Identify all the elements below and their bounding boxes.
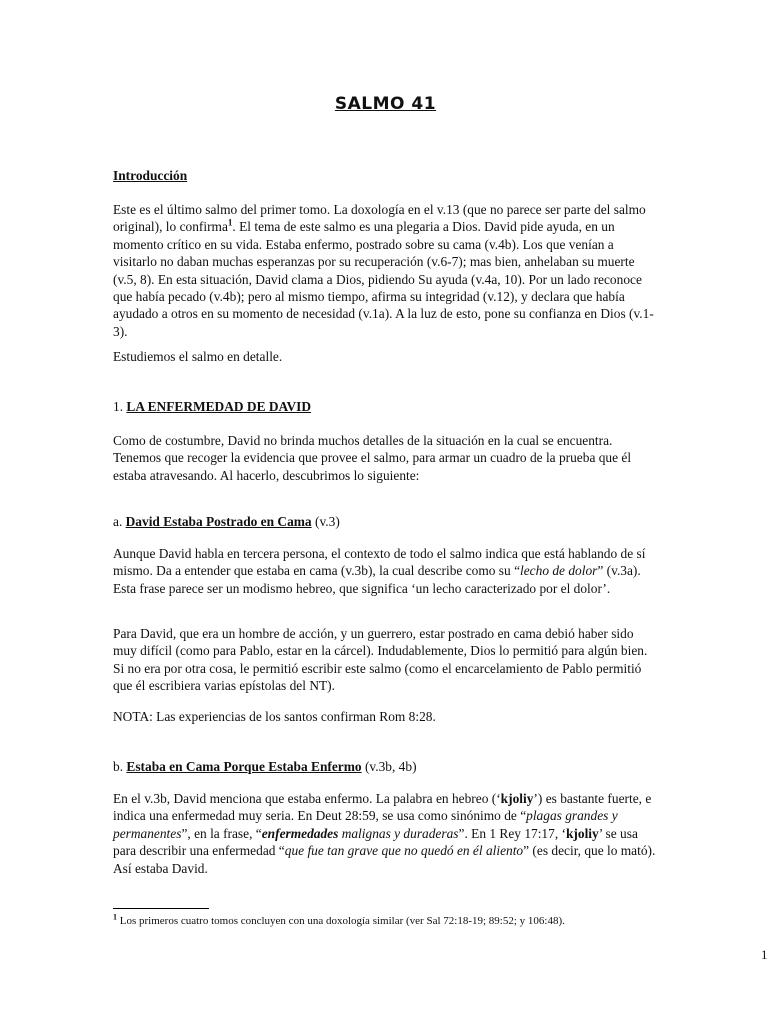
sub-b-italic-1: plagas grandes y permanentes	[113, 808, 618, 841]
sub-b-hebrew-word-1: kjoliy	[500, 791, 534, 806]
sub-b-text-5: ”, en la frase, “	[181, 825, 262, 841]
sub-a-p1-text-b: ” (v.3a). Esta frase parece ser un modismo hebreo, que significa ‘un lecho caracterizado por el dolor’.	[113, 563, 641, 596]
sub-b-text-12: ” (es decir, que lo mató). Así estaba David.	[113, 843, 656, 876]
sub-b-text-10: ’ se usa para describir una enfermedad “	[113, 825, 638, 859]
sub-b-hebrew-word-2: kjoliy	[565, 825, 599, 841]
footnote-divider	[113, 908, 209, 909]
subsection-b-letter: b.	[113, 759, 127, 774]
subsection-b-paragraph	[113, 790, 658, 877]
sub-b-italic-2: malignas y duraderas	[338, 825, 459, 841]
subsection-a-letter: a.	[113, 514, 126, 529]
intro-heading	[113, 167, 658, 184]
intro-paragraph-1	[113, 201, 658, 340]
footnote-reference: 1	[227, 217, 233, 228]
footnote-marker: 1	[113, 912, 117, 922]
intro-p1-text-b: . El tema de este salmo es una plegaria a Dios. David pide ayuda, en un momento crítico en su vida. Estaba enfermo, postrado sobre su cama (v.4b). Los que venían a visitarlo no daban muchas esperanzas por su recuperación (v.6-7); mas bien, anhelaban su muerte (v.5, 8). En esta situación, David clama a Dios, pidiendo Su ayuda (v.4a, 10). Por un lado reconoce que había pecado (v.4b); pero al mismo tiempo, afirma su integridad (v.12), y declara que había ayudado a otros en su momento de necesidad (v.1a). A la luz de esto, pone su confianza en Dios (v.1-3).	[113, 219, 654, 339]
subsection-a-heading	[113, 513, 658, 530]
sub-b-text-3: ’) es bastante fuerte, e indica una enfermedad muy seria. En Deut 28:59, se usa como sinónimo de “	[113, 791, 652, 824]
subsection-b-heading	[113, 758, 658, 775]
subsection-b-ref: (v.3b, 4b)	[361, 759, 417, 774]
subsection-a-note: NOTA: Las experiencias de los santos confirman Rom 8:28.	[113, 709, 436, 724]
intro-p1-text-a: Este es el último salmo del primer tomo. La doxología en el v.13 (que no parece ser parte del salmo original), lo confirma	[113, 202, 646, 235]
subsection-a-title: David Estaba Postrado en Cama	[125, 514, 312, 529]
sub-b-italic-3: que fue tan grave que no quedó en él aliento	[284, 843, 524, 859]
sub-b-text-1: En el v.3b, David menciona que estaba enfermo. La palabra en hebreo (‘	[113, 791, 501, 806]
section-1-title: LA ENFERMEDAD DE DAVID	[126, 399, 312, 414]
subsection-a-paragraph-2: Para David, que era un hombre de acción, y un guerrero, estar postrado en cama debió haber sido muy difícil (como para Pablo, estar en la cárcel). Indudablemente, Dios lo permitió para algún bien. Si no era por otra cosa, le permitió escribir este salmo (como el encarcelamiento de Pablo permitió que él escribiera varias epístolas del NT).	[113, 626, 648, 694]
subsection-b-title: Estaba en Cama Porque Estaba Enfermo	[126, 759, 362, 774]
intro-heading-text: Introducción	[113, 168, 188, 183]
sub-b-bolditalic: enfermedades	[261, 825, 339, 841]
footnote	[113, 914, 673, 928]
section-1-heading	[113, 398, 658, 415]
section-1-number: 1.	[113, 399, 127, 414]
page-number: 1	[761, 947, 768, 962]
intro-paragraph-2: Estudiemos el salmo en detalle.	[113, 349, 283, 364]
subsection-a-paragraph-1	[113, 545, 658, 597]
sub-b-text-8: ”. En 1 Rey 17:17, ‘	[458, 825, 566, 841]
section-1-paragraph: Como de costumbre, David no brinda muchos detalles de la situación en la cual se encuentra. Tenemos que recoger la evidencia que provee el salmo, para armar un cuadro de la prueba que él estaba atravesando. Al hacerlo, descubrimos lo siguiente:	[113, 433, 632, 483]
sub-a-p1-text-a: Aunque David habla en tercera persona, el contexto de todo el salmo indica que está hablando de sí mismo. Da a entender que estaba en cama (v.3b), la cual describe como su “	[113, 546, 646, 579]
document-title: SALMO 41	[334, 94, 437, 114]
sub-a-p1-italic: lecho de dolor	[520, 563, 598, 579]
subsection-a-ref: (v.3)	[311, 514, 340, 529]
footnote-text: Los primeros cuatro tomos concluyen con una doxología similar (ver Sal 72:18-19; 89:52; y 106:48).	[117, 915, 565, 927]
